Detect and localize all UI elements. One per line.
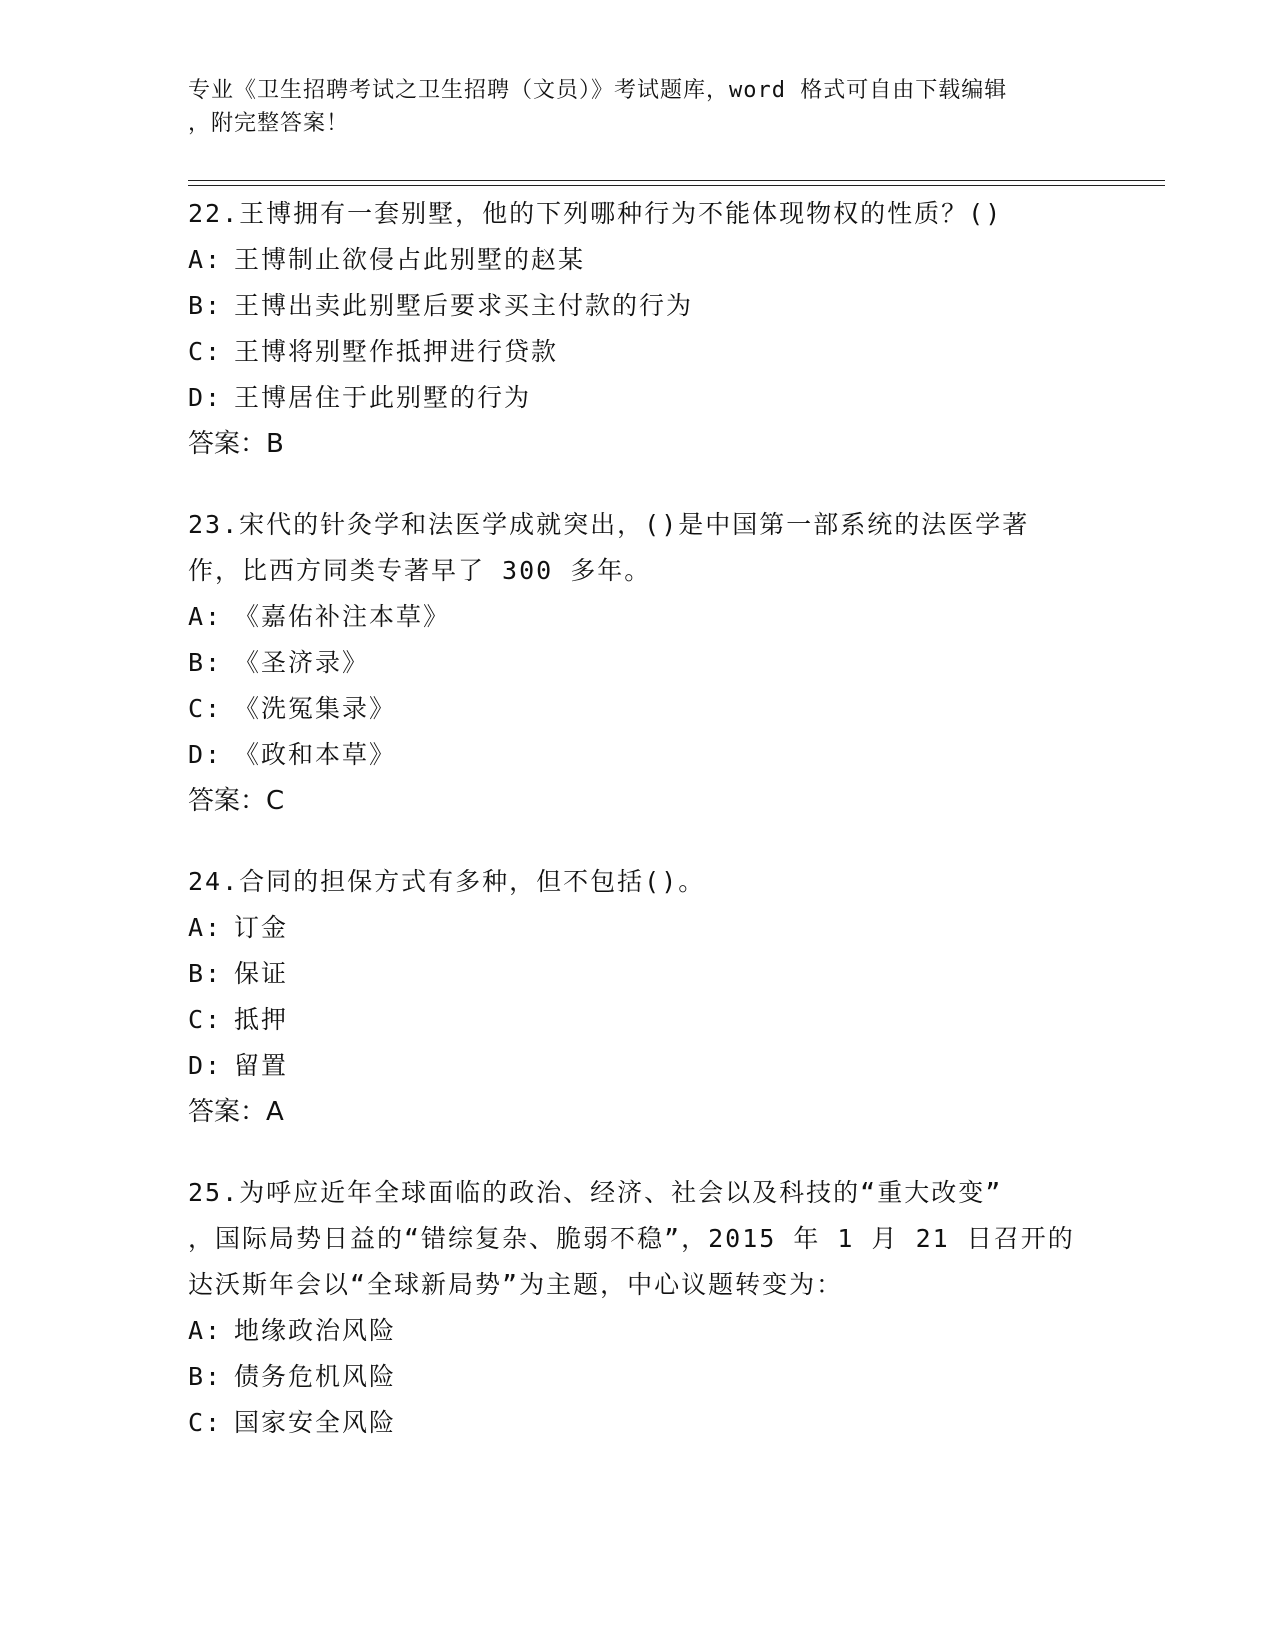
option-a <box>188 905 1088 951</box>
question-22 <box>188 191 1088 467</box>
option-text: 《政和本草》 <box>234 740 397 769</box>
question-stem-line: 22.王博拥有一套别墅，他的下列哪种行为不能体现物权的性质？() <box>188 199 1003 228</box>
question-stem-line: 作，比西方同类专著早了 300 多年。 <box>188 556 652 585</box>
option-text: 《洗冤集录》 <box>234 694 397 723</box>
option-c <box>188 686 1088 732</box>
option-key: A: <box>188 1316 223 1345</box>
option-a <box>188 594 1088 640</box>
option-c <box>188 997 1088 1043</box>
option-text: 抵押 <box>234 1005 289 1034</box>
option-text: 《圣济录》 <box>234 648 370 677</box>
option-text: 《嘉佑补注本草》 <box>234 602 451 631</box>
option-d <box>188 1043 1088 1089</box>
answer-line: 答案：B <box>188 429 284 459</box>
option-text: 订金 <box>234 913 289 942</box>
option-key: D: <box>188 1051 223 1080</box>
option-c <box>188 1400 1088 1446</box>
option-key: C: <box>188 1005 223 1034</box>
option-text: 王博将别墅作抵押进行贷款 <box>234 337 559 366</box>
option-a <box>188 237 1088 283</box>
option-key: A: <box>188 913 223 942</box>
question-stem-line: 24.合同的担保方式有多种，但不包括()。 <box>188 867 706 896</box>
option-c <box>188 329 1088 375</box>
question-24 <box>188 859 1088 1135</box>
question-stem-line: ，国际局势日益的“错综复杂、脆弱不稳”，2015 年 1 月 21 日召开的 <box>188 1224 1075 1253</box>
header-divider-bottom <box>188 185 1165 186</box>
question-25 <box>188 1170 1088 1446</box>
header-line-2: ，附完整答案！ <box>188 111 350 136</box>
question-23 <box>188 502 1088 824</box>
option-key: B: <box>188 291 223 320</box>
option-key: C: <box>188 694 223 723</box>
header-line-1: 专业《卫生招聘考试之卫生招聘（文员）》考试题库，word 格式可自由下载编辑 <box>188 78 1008 103</box>
option-d <box>188 732 1088 778</box>
option-b <box>188 283 1088 329</box>
option-key: C: <box>188 1408 223 1437</box>
option-d <box>188 375 1088 421</box>
answer-line: 答案：A <box>188 1097 284 1127</box>
option-text: 保证 <box>234 959 289 988</box>
option-b <box>188 640 1088 686</box>
question-stem <box>188 191 1088 237</box>
header-divider-top <box>188 180 1165 181</box>
document-header <box>188 74 1088 140</box>
option-key: B: <box>188 959 223 988</box>
option-key: B: <box>188 648 223 677</box>
question-stem-line: 25.为呼应近年全球面临的政治、经济、社会以及科技的“重大改变” <box>188 1178 1003 1207</box>
option-text: 国家安全风险 <box>234 1408 397 1437</box>
option-text: 王博制止欲侵占此别墅的赵某 <box>234 245 586 274</box>
option-text: 王博出卖此别墅后要求买主付款的行为 <box>234 291 694 320</box>
question-stem-line: 达沃斯年会以“全球新局势”为主题，中心议题转变为： <box>188 1270 844 1299</box>
option-key: D: <box>188 740 223 769</box>
option-b <box>188 1354 1088 1400</box>
question-stem <box>188 859 1088 905</box>
option-key: A: <box>188 602 223 631</box>
question-stem <box>188 1170 1088 1308</box>
answer-line: 答案：C <box>188 786 285 816</box>
option-text: 王博居住于此别墅的行为 <box>234 383 532 412</box>
option-text: 留置 <box>234 1051 289 1080</box>
option-key: B: <box>188 1362 223 1391</box>
option-a <box>188 1308 1088 1354</box>
option-key: C: <box>188 337 223 366</box>
option-key: A: <box>188 245 223 274</box>
question-stem-line: 23.宋代的针灸学和法医学成就突出，()是中国第一部系统的法医学著 <box>188 510 1030 539</box>
question-list <box>188 191 1088 1481</box>
option-b <box>188 951 1088 997</box>
option-text: 债务危机风险 <box>234 1362 397 1391</box>
option-key: D: <box>188 383 223 412</box>
question-stem <box>188 502 1088 594</box>
option-text: 地缘政治风险 <box>234 1316 397 1345</box>
